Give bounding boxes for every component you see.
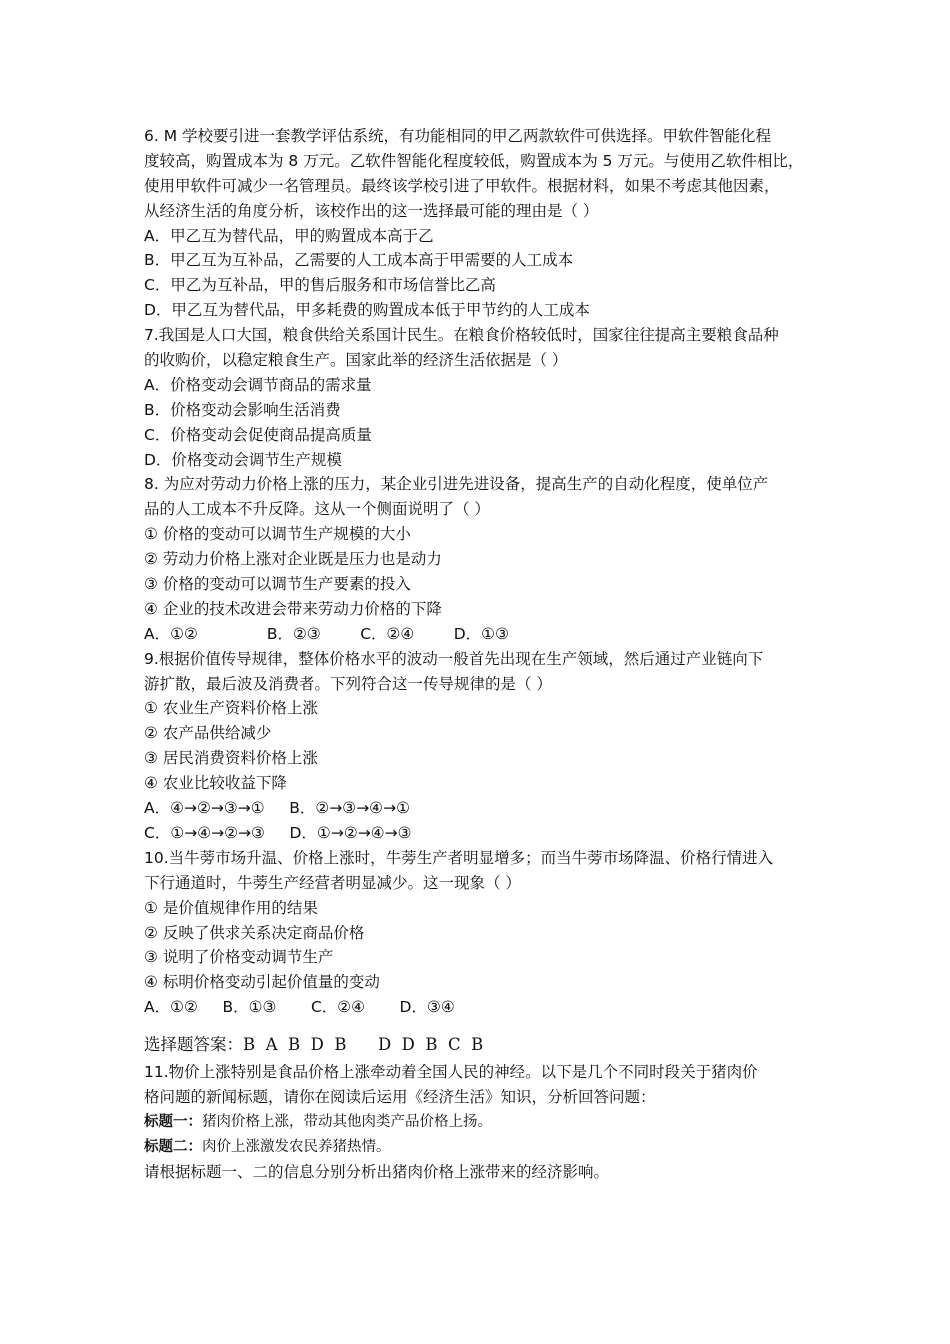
- answer-key: 选择题答案：B A B D B D D B C B: [144, 1035, 484, 1055]
- question-9-item-3: ③ 居民消费资料价格上涨: [144, 749, 318, 768]
- question-6-stem-line-4: 从经济生活的角度分析，该校作出的这一选择最可能的理由是（ ）: [144, 201, 599, 220]
- question-9-choices-ab: A．④→②→③→① B．②→③→④→①: [144, 799, 410, 818]
- question-10-item-1: ① 是价值规律作用的结果: [144, 898, 318, 917]
- question-7-option-b: B．价格变动会影响生活消费: [144, 400, 341, 419]
- question-9-stem-line-1: 9.根据价值传导规律，整体价格水平的波动一般首先出现在生产领域，然后通过产业链向下: [144, 649, 764, 668]
- question-7: [144, 323, 812, 472]
- document-page: [144, 124, 812, 1185]
- question-11: [144, 1060, 812, 1184]
- question-8-item-3: ③ 价格的变动可以调节生产要素的投入: [144, 575, 411, 594]
- question-9-item-1: ① 农业生产资料价格上涨: [144, 699, 318, 718]
- question-8: [144, 472, 812, 646]
- question-9-item-2: ② 农产品供给减少: [144, 724, 272, 743]
- question-8-item-1: ① 价格的变动可以调节生产规模的大小: [144, 525, 411, 544]
- question-9-choices-cd: C．①→④→②→③ D．①→②→④→③: [144, 823, 412, 842]
- question-7-stem-line-1: 7.我国是人口大国，粮食供给关系国计民生。在粮食价格较低时，国家往往提高主要粮食品种: [144, 326, 779, 345]
- headline-2-text: 肉价上涨激发农民养猪热情。: [202, 1138, 391, 1155]
- question-10-choices: A．①② B．①③ C．②④ D．③④: [144, 998, 455, 1017]
- question-10-item-2: ② 反映了供求关系决定商品价格: [144, 923, 365, 942]
- headline-1-label: 标题一：: [144, 1112, 202, 1130]
- question-10-stem-line-2: 下行通道时，牛蒡生产经营者明显减少。这一现象（ ）: [144, 873, 521, 892]
- question-7-option-a: A．价格变动会调节商品的需求量: [144, 375, 372, 394]
- question-10-stem-line-1: 10.当牛蒡市场升温、价格上涨时，牛蒡生产者明显增多；而当牛蒡市场降温、价格行情进入: [144, 848, 774, 867]
- question-9: [144, 647, 812, 846]
- question-10: [144, 846, 812, 1020]
- question-8-stem-line-1: 8. 为应对劳动力价格上涨的压力，某企业引进先进设备，提高生产的自动化程度，使单位产: [144, 475, 769, 494]
- question-6-option-c: C．甲乙为互补品，甲的售后服务和市场信誉比乙高: [144, 276, 496, 295]
- question-6-stem-line-3: 使用甲软件可减少一名管理员。最终该学校引进了甲软件。根据材料，如果不考虑其他因素，: [144, 176, 780, 195]
- question-6-option-d: D．甲乙互为替代品，甲多耗费的购置成本低于甲节约的人工成本: [144, 301, 590, 320]
- question-9-item-4: ④ 农业比较收益下降: [144, 774, 287, 793]
- question-11-stem-line-2: 格问题的新闻标题，请你在阅读后运用《经济生活》知识，分析回答问题：: [144, 1087, 656, 1106]
- headline-1-text: 猪肉价格上涨，带动其他肉类产品价格上扬。: [202, 1113, 492, 1130]
- question-8-choices: A．①② B．②③ C．②④ D．①③: [144, 624, 509, 643]
- question-6-stem-line-1: 6. M 学校要引进一套教学评估系统，有功能相同的甲乙两款软件可供选择。甲软件智能化程: [144, 127, 772, 145]
- headline-2: [144, 1135, 812, 1160]
- question-10-item-4: ④ 标明价格变动引起价值量的变动: [144, 973, 380, 992]
- question-10-item-3: ③ 说明了价格变动调节生产: [144, 948, 334, 967]
- question-11-stem-line-1: 11.物价上涨特别是食品价格上涨牵动着全国人民的神经。以下是几个不同时段关于猪肉价: [144, 1063, 758, 1082]
- question-8-item-4: ④ 企业的技术改进会带来劳动力价格的下降: [144, 599, 442, 618]
- headline-1: [144, 1110, 812, 1135]
- question-8-stem-line-2: 品的人工成本不升反降。这从一个侧面说明了（ ）: [144, 500, 490, 519]
- question-6-stem-line-2: 度较高，购置成本为 8 万元。乙软件智能化程度较低，购置成本为 5 万元。与使用乙软件相比，: [144, 151, 804, 170]
- question-6-option-a: A．甲乙互为替代品，甲的购置成本高于乙: [144, 226, 434, 245]
- question-6: [144, 124, 812, 323]
- headline-2-label: 标题二：: [144, 1137, 202, 1155]
- question-7-option-d: D．价格变动会调节生产规模: [144, 450, 342, 469]
- question-6-option-b: B．甲乙互为互补品，乙需要的人工成本高于甲需要的人工成本: [144, 251, 574, 270]
- question-8-item-2: ② 劳动力价格上涨对企业既是压力也是动力: [144, 550, 442, 569]
- question-7-option-c: C．价格变动会促使商品提高质量: [144, 425, 372, 444]
- question-7-stem-line-2: 的收购价，以稳定粮食生产。国家此举的经济生活依据是（ ）: [144, 351, 568, 370]
- question-9-stem-line-2: 游扩散，最后波及消费者。下列符合这一传导规律的是（ ）: [144, 674, 552, 693]
- question-11-prompt: 请根据标题一、二的信息分别分析出猪肉价格上涨带来的经济影响。: [144, 1162, 610, 1181]
